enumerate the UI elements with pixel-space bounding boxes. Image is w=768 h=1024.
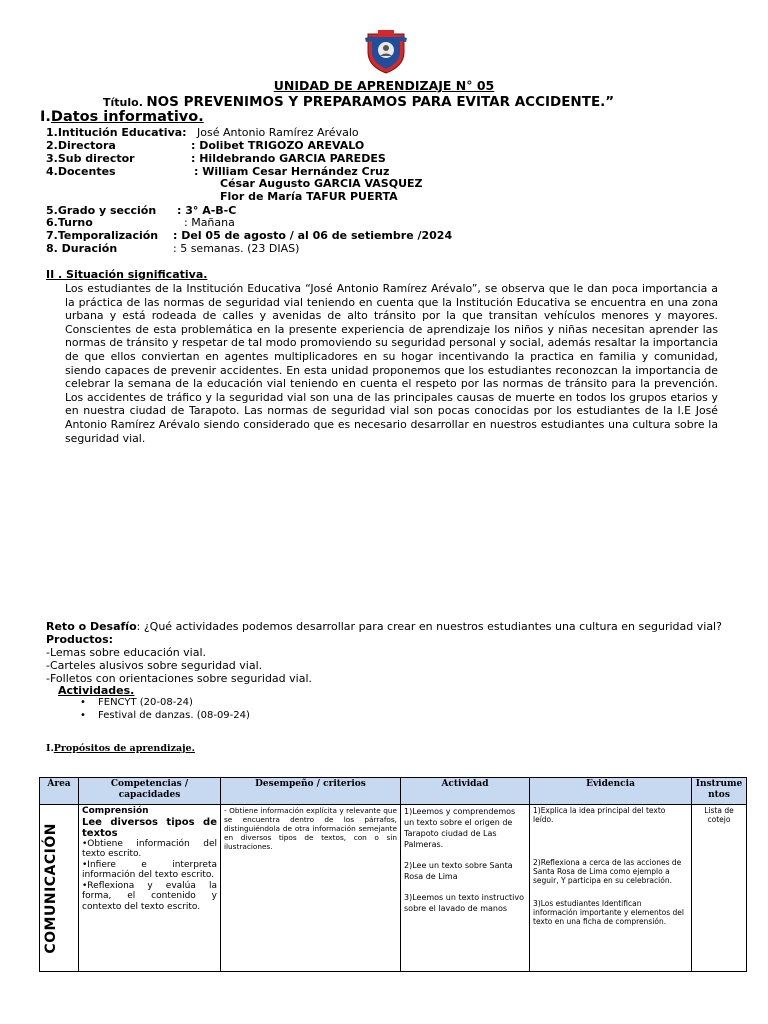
info-label: 4.Docentes	[46, 165, 116, 178]
capacidad-item: •Obtiene información del texto escrito.	[82, 838, 217, 859]
reto-line	[46, 620, 722, 633]
section-1-heading	[40, 109, 204, 125]
actividad-item: • Festival de danzas. (08-09-24)	[80, 710, 250, 723]
table-header-row	[40, 778, 747, 805]
info-value: : Mañana	[184, 216, 235, 229]
info-value: José Antonio Ramírez Arévalo	[197, 126, 359, 139]
producto-item: -Lemas sobre educación vial.	[46, 646, 207, 659]
header-instrumentos: Instrumentos	[692, 778, 747, 805]
header-area: Área	[40, 778, 79, 805]
instrumento-cell: Lista de cotejo	[692, 805, 747, 972]
title-label: Título.	[103, 96, 143, 109]
unit-title: UNIDAD DE APRENDIZAJE N° 05	[273, 78, 495, 93]
area-cell	[40, 805, 79, 972]
school-emblem-logo	[364, 28, 408, 74]
competencia-title: Comprensión	[82, 806, 149, 816]
title-line	[103, 94, 614, 110]
actividad-cell	[401, 805, 530, 972]
info-label: 6.Turno	[46, 216, 93, 229]
actividad-entry: 3)Leemos un texto instructivo sobre el lavado de manos	[404, 893, 525, 913]
info-label: 7.Temporalización	[46, 229, 159, 242]
productos-heading: Productos:	[46, 633, 114, 646]
info-value: Flor de María TAFUR PUERTA	[220, 190, 398, 203]
actividades-heading: Actividades.	[58, 684, 135, 697]
info-label: 1.Intitución Educativa:	[46, 126, 187, 139]
actividad-entry: 1)Leemos y comprendemos un texto sobre el origen de Tarapoto ciudad de Las Palmeras.	[404, 807, 516, 849]
producto-item: -Folletos con orientaciones sobre seguridad vial.	[46, 672, 313, 685]
info-value: : 5 semanas. (23 DIAS)	[173, 242, 300, 255]
actividad-entry: 2)Lee un texto sobre Santa Rosa de Lima	[404, 861, 513, 881]
info-label: 3.Sub director	[46, 152, 135, 165]
info-label: 8. Duración	[46, 242, 118, 255]
section-1-title: Datos informativo.	[50, 109, 204, 125]
propositos-title: Propósitos de aprendizaje.	[53, 743, 195, 754]
info-label: 5.Grado y sección	[46, 204, 157, 217]
actividades-list	[80, 697, 250, 722]
info-label: 2.Directora	[46, 139, 116, 152]
info-value: : Dolibet TRIGOZO AREVALO	[191, 139, 365, 152]
propositos-heading	[46, 743, 195, 754]
header-evidencia: Evidencia	[530, 778, 692, 805]
actividad-item: • FENCYT (20-08-24)	[80, 697, 250, 710]
info-value: : Del 05 de agosto / al 06 de setiembre /2024	[173, 229, 453, 242]
evidencia-entry: 3)Los estudiantes Identifican información importante y elementos del texto en una ficha de comprensión.	[533, 899, 684, 926]
header-competencias: Competencias / capacidades	[79, 778, 221, 805]
capacidad-item: •Reflexiona y evalúa la forma, el contenido y contexto del texto escrito.	[82, 880, 217, 912]
reto-label: Reto o Desafío	[46, 620, 137, 633]
capacidad-item: •Infiere e interpreta información del texto escrito.	[82, 859, 217, 880]
info-value: César Augusto GARCIA VASQUEZ	[220, 177, 423, 190]
info-value: : 3° A-B-C	[177, 204, 237, 217]
table-row	[40, 805, 747, 972]
evidencia-entry: 1)Explica la idea principal del texto leído.	[533, 806, 666, 824]
evidencia-cell	[530, 805, 692, 972]
header-desempeno: Desempeño / criterios	[221, 778, 401, 805]
propositos-number: I.	[46, 743, 54, 754]
section-1-number: I.	[40, 109, 51, 125]
evidencia-entry: 2)Reflexiona a cerca de las acciones de Santa Rosa de Lima como ejemplo a seguir, Y participa en su celebración.	[533, 858, 682, 885]
reto-text: : ¿Qué actividades podemos desarrollar para crear en nuestros estudiantes una cultura en seguridad vial?	[136, 620, 722, 633]
section-2-heading: II . Situación significativa.	[46, 268, 208, 281]
competencias-cell	[79, 805, 221, 972]
situacion-paragraph: Los estudiantes de la Institución Educativa “José Antonio Ramírez Arévalo”, se observa que le dan poca importancia a la práctica de las normas de seguridad vial teniendo en cuenta que la Institución Educativa se encuentra en una zona urbana y está rodeada de calles y avenidas de alto tránsito por la que transitan vehículos menores y mayores. Conscientes de esta problemática en la presente experiencia de aprendizaje los niños y niñas necesitan aprender las normas de tránsito y respetar de tal modo promoviendo su seguridad personal y social, además resaltar la importancia de que ellos conviertan en agentes multiplicadores en su hogar incentivando la practica en familia y comunidad, siendo capaces de prevenir accidentes. En esta unidad proponemos que los estudiantes reconozcan la importancia de celebrar la semana de la educación vial teniendo en cuenta el respeto por las normas de tránsito para la prevención. Los accidentes de tráfico y la seguridad vial son una de las principales causas de muerte en todos los grupos etarios y en nuestra ciudad de Tarapoto. Las normas de seguridad vial son pocas conocidas por los estudiantes de la I.E José Antonio Ramírez Arévalo siendo considerado que es necesario desarrollar en nuestros estudiantes una cultura sobre la seguridad vial.	[65, 282, 718, 445]
competencia-subtitle: Lee diversos tipos de textos	[82, 816, 217, 839]
header-actividad: Actividad	[401, 778, 530, 805]
area-label: COMUNICACIÓN	[43, 822, 59, 954]
producto-item: -Carteles alusivos sobre seguridad vial.	[46, 659, 263, 672]
desempeno-cell: - Obtiene información explícita y relevante que se encuentra dentro de los párrafos, distinguiéndola de otra información semejante en diversos tipos de textos, con o sin ilustraciones.	[221, 805, 401, 972]
propositos-table	[39, 777, 747, 972]
info-value: : Hildebrando GARCIA PAREDES	[191, 152, 386, 165]
info-value: : William Cesar Hernández Cruz	[194, 165, 390, 178]
title-value: NOS PREVENIMOS Y PREPARAMOS PARA EVITAR ACCIDENTE.”	[146, 94, 615, 110]
